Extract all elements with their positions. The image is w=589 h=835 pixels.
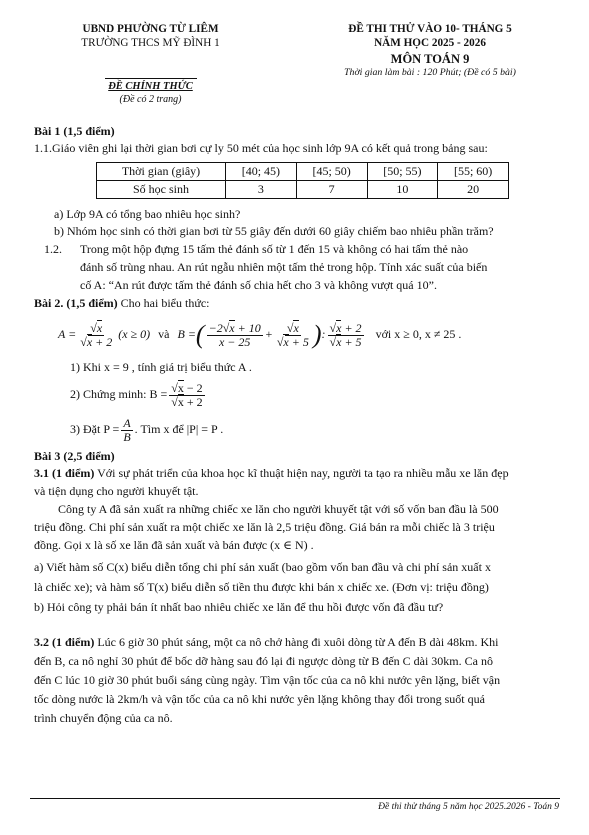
footer-rule xyxy=(30,798,560,799)
bai1-title: Bài 1 (1,5 điểm) xyxy=(34,124,115,138)
bai1-q11: 1.1.Giáo viên ghi lại thời gian bơi cự ly 50 mét của học sinh lớp 9A có kết quả trong bảng sau: xyxy=(34,141,488,155)
p32-label: 3.2 (1 điểm) xyxy=(34,635,95,649)
official-label: ĐỀ CHÍNH THỨC xyxy=(108,81,193,92)
p31-line: triệu đồng. Chi phí sản xuất ra một chiếc xe lăn là 2,5 triệu đồng. Giá bán ra mỗi chiếc là 3 triệu xyxy=(34,520,495,534)
bai2-q1: 1) Khi x = 9 , tính giá trị biểu thức A . xyxy=(70,360,252,374)
school-year: NĂM HỌC 2025 - 2026 xyxy=(374,37,486,50)
table-cell: 3 xyxy=(226,181,297,199)
table-header-cell: [55; 60) xyxy=(438,163,509,181)
school-name: TRƯỜNG THCS MỸ ĐÌNH 1 xyxy=(81,37,220,50)
formula-line: A = $\frac{√x}{√x + 2}$ (x ≥ 0) và B = ( $\frac{-2√x + 10}{x - 25}$ + $\frac{√x}{√x + 5}$ ) : $\frac{√x + 2}{√x + 5}$ với x ≥ 0, x ≠ 25 . xyxy=(58,320,462,349)
header-rule xyxy=(105,78,197,79)
subject: MÔN TOÁN 9 xyxy=(390,51,470,66)
bai2-q2: 2) Chứng minh: B = $\frac{√x - 2}{√x + 2}$ xyxy=(70,380,203,409)
exam-header xyxy=(308,22,552,79)
ward-name: UBND PHƯỜNG TỪ LIÊM xyxy=(82,23,219,35)
table-cell: 20 xyxy=(438,181,509,199)
fraction-A: $\frac{√x}{√x + 2}$ xyxy=(80,320,113,349)
p32-line: đến B, ca nô nghỉ 30 phút để bốc dỡ hàng sau đó lại đi ngược dòng từ B đến C dài 30km. Ca nô xyxy=(34,654,493,668)
bai3-p32 xyxy=(34,635,558,651)
bai1-qb: b) Nhóm học sinh có thời gian bơi từ 55 giây đến dưới 60 giây chiếm bao nhiêu phần trăm? xyxy=(54,224,494,238)
p31-line: đồng. Gọi x là số xe lăn đã sản xuất và bán được (x ∈ N) . xyxy=(34,538,314,552)
table-row xyxy=(97,163,509,181)
p31-b: b) Hỏi công ty phải bán ít nhất bao nhiêu chiếc xe lăn để thu hồi được vốn đã đầu tư? xyxy=(34,600,444,614)
p32-line: trình chuyển động của ca nô. xyxy=(34,711,173,725)
bai1-q12-line: cố A: “An rút được tấm thẻ đánh số chia hết cho 3 và không vượt quá 10”. xyxy=(80,278,437,292)
bai2-intro: Cho hai biểu thức: xyxy=(117,296,210,310)
p32-line: đến C lúc 10 giờ 30 phút buổi sáng cùng ngày. Tìm vận tốc của ca nô khi nước yên lặng, biết vận xyxy=(34,673,501,687)
bai1-qa: a) Lớp 9A có tổng bao nhiêu học sinh? xyxy=(54,207,241,221)
table-header-cell: [40; 45) xyxy=(226,163,297,181)
bai3-p31 xyxy=(34,466,558,482)
school-header xyxy=(58,22,243,51)
bai2-heading xyxy=(34,296,558,312)
bai2-q2-text: 2) Chứng minh: B = xyxy=(70,387,168,402)
table-cell: 10 xyxy=(367,181,438,199)
table-header-cell: [50; 55) xyxy=(367,163,438,181)
table-header-cell: [45; 50) xyxy=(296,163,367,181)
bai2-q3-text2: . Tìm x để |P| = P . xyxy=(134,422,224,437)
p32-line: Lúc 6 giờ 30 phút sáng, một ca nô chở hàng đi xuôi dòng từ A đến B dài 48km. Khi xyxy=(94,635,499,649)
table-row xyxy=(97,181,509,199)
page-count: (Đề có 2 trang) xyxy=(119,94,182,105)
bai1-q12-line: Trong một hộp đựng 15 tấm thẻ đánh số từ 1 đến 15 và không có hai tấm thẻ nào xyxy=(80,242,469,256)
p32-line: tốc dòng nước là 2km/h và vận tốc của ca nô khi nước yên lặng không thay đổi trong suốt quá xyxy=(34,692,485,706)
p31-line: Với sự phát triển của khoa học kĩ thuật hiện nay, người ta tạo ra nhiều mẫu xe lăn đẹp xyxy=(94,466,509,480)
p31-a: là chiếc xe); và hàm số T(x) biểu diễn số tiền thu được khi bán x chiếc xe. (Đơn vị: triệu đồng) xyxy=(34,580,489,594)
bai1-q12-line: đánh số trùng nhau. An rút ngẫu nhiên một tấm thẻ trong hộp. Tính xác suất của biến xyxy=(80,260,488,274)
duration: Thời gian làm bài : 120 Phút; (Đề có 5 bài) xyxy=(344,66,516,78)
formula-condition: với x ≥ 0, x ≠ 25 . xyxy=(375,327,462,342)
data-table xyxy=(96,162,509,199)
exam-title: ĐỀ THI THỬ VÀO 10- THÁNG 5 xyxy=(348,23,512,35)
p31-label: 3.1 (1 điểm) xyxy=(34,466,95,480)
table-cell: Số học sinh xyxy=(97,181,226,199)
bai2-q3-text: 3) Đặt P = xyxy=(70,422,120,437)
bai2-q3: 3) Đặt P = $\frac{A}{B}$ . Tìm x để |P| = P . xyxy=(70,415,224,444)
table-header-cell: Thời gian (giây) xyxy=(97,163,226,181)
bai2-title: Bài 2. (1,5 điểm) xyxy=(34,296,118,310)
bai3-title: Bài 3 (2,5 điểm) xyxy=(34,449,115,463)
p31-a: a) Viết hàm số C(x) biểu diễn tổng chi phí sản xuất (bao gồm vốn ban đầu và chi phí sản xuất x xyxy=(34,560,491,574)
p31-line: và tiện dụng cho người khuyết tật. xyxy=(34,484,199,498)
bai1-q12-label: 1.2. xyxy=(44,242,62,256)
p31-line: Công ty A đã sản xuất ra những chiếc xe lăn cho người khuyết tật với số vốn ban đầu là 500 xyxy=(58,502,499,516)
footer-text: Đề thi thử tháng 5 năm học 2025.2026 - Toán 9 xyxy=(378,802,559,812)
table-cell: 7 xyxy=(296,181,367,199)
